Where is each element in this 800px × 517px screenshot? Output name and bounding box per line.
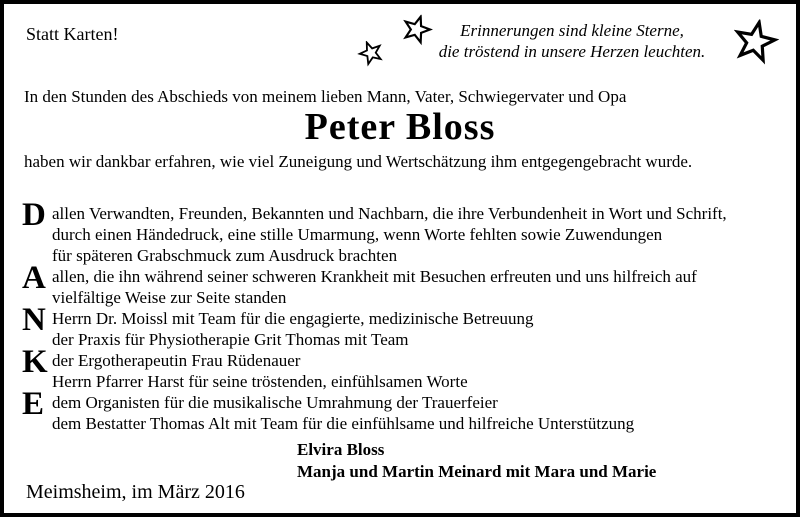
intro-line: In den Stunden des Abschieds von meinem lieben Mann, Vater, Schwiegervater und Opa	[24, 87, 627, 106]
acrostic-letter-e: E	[22, 386, 45, 422]
thanks-line: dem Organisten für die musikalische Umrahmung der Trauerfeier	[52, 393, 498, 412]
deceased-name: Peter Bloss	[304, 106, 496, 148]
place-date: Meimsheim, im März 2016	[26, 481, 245, 503]
acrostic-letter-a: A	[22, 260, 46, 296]
thanks-line: allen Verwandten, Freunden, Bekannten und Nachbarn, die ihre Verbundenheit in Wort und Schrift,	[52, 204, 727, 223]
thanks-line: vielfältige Weise zur Seite standen	[52, 288, 287, 307]
danke-group-d	[22, 197, 792, 266]
danke-group-k	[22, 344, 792, 392]
thanks-line: der Praxis für Physiotherapie Grit Thomas mit Team	[52, 330, 409, 349]
thanks-line: durch einen Händedruck, eine stille Umarmung, wenn Worte fehlten sowie Zuwendungen	[52, 225, 663, 244]
thanks-line: dem Bestatter Thomas Alt mit Team für die einfühlsame und hilfreiche Unterstützung	[52, 414, 635, 433]
acrostic-letter-d: D	[22, 197, 46, 233]
thanks-line: der Ergotherapeutin Frau Rüdenauer	[52, 351, 301, 370]
statt-karten-note: Statt Karten!	[26, 24, 119, 44]
thanks-line: Herrn Pfarrer Harst für seine tröstenden, einfühlsamen Worte	[52, 372, 468, 391]
signature-family: Manja und Martin Meinard mit Mara und Marie	[297, 462, 657, 481]
acrostic-letter-n: N	[22, 302, 46, 338]
memorial-quote	[422, 20, 722, 62]
danke-group-a	[22, 260, 792, 308]
signature-widow: Elvira Bloss	[297, 440, 385, 459]
thanks-line: Herrn Dr. Moissl mit Team für die engagierte, medizinische Betreuung	[52, 309, 534, 328]
quote-line-1: Erinnerungen sind kleine Sterne,	[460, 21, 684, 40]
danke-group-n	[22, 302, 792, 350]
quote-line-2: die tröstend in unsere Herzen leuchten.	[438, 42, 706, 61]
thanks-line: allen, die ihn während seiner schweren Krankheit mit Besuchen erfreuten und uns hilfreich auf	[52, 267, 697, 286]
danke-group-e	[22, 386, 792, 434]
star-icon	[728, 15, 783, 70]
thanks-line: für späteren Grabschmuck zum Ausdruck brachten	[52, 246, 398, 265]
acrostic-letter-k: K	[22, 344, 48, 380]
gratitude-line: haben wir dankbar erfahren, wie viel Zuneigung und Wertschätzung ihm entgegengebracht wurde.	[24, 152, 693, 171]
danke-acrostic	[22, 197, 792, 434]
star-icon	[354, 36, 388, 70]
signatures	[297, 439, 656, 483]
